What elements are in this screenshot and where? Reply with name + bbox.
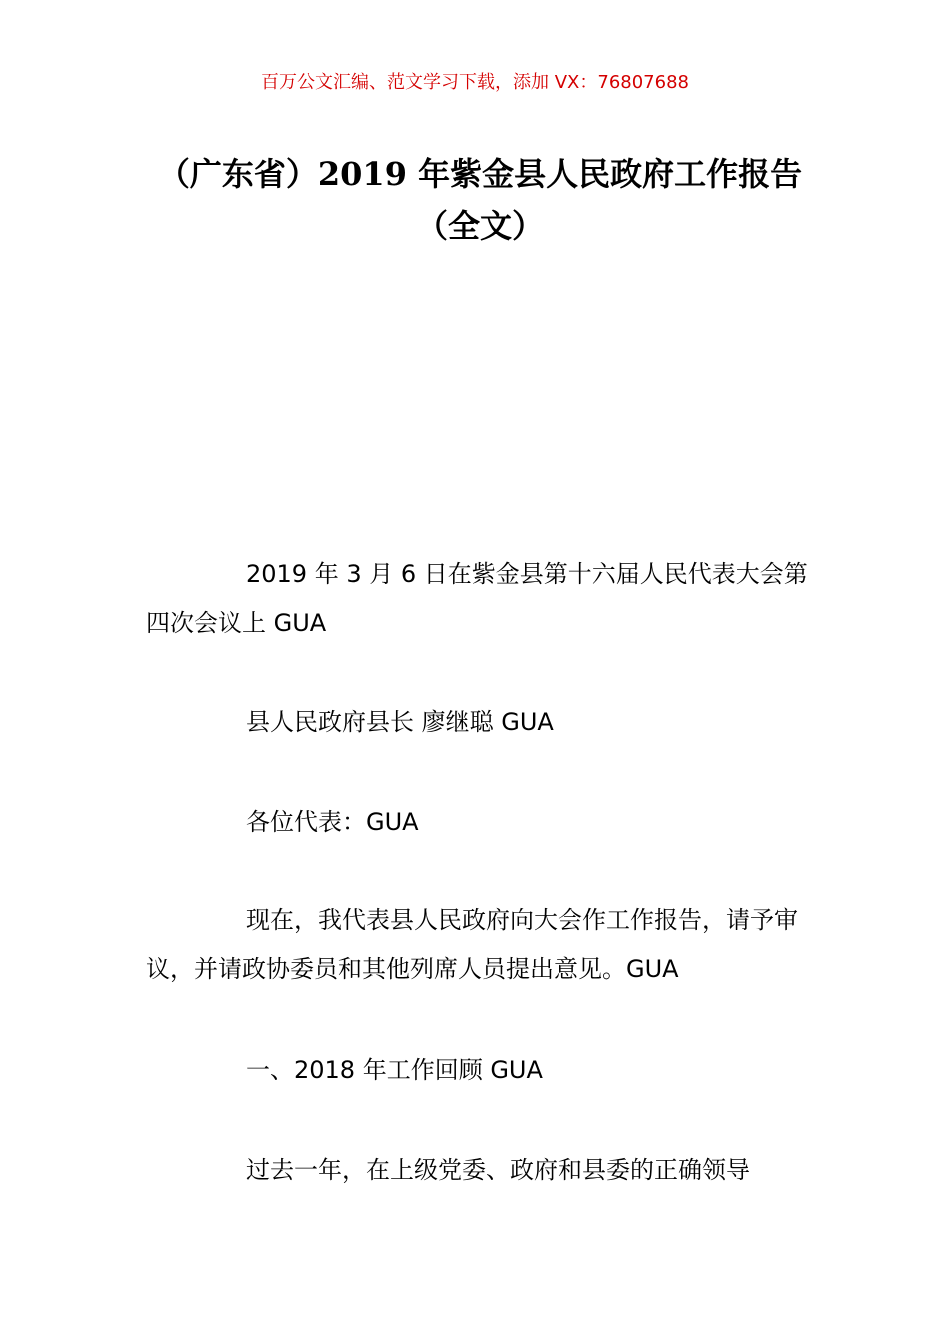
body-paragraph: 过去一年，在上级党委、政府和县委的正确领导 <box>246 1156 750 1184</box>
section-heading: 一、2018 年工作回顾 GUA <box>246 1056 543 1084</box>
meeting-info-paragraph: 2019 年 3 月 6 日在紫金县第十六届人民代表大会第四次会议上 GUA <box>146 560 808 637</box>
header-ad-note: 百万公文汇编、范文学习下载，添加 VX：76807688 <box>261 72 689 93</box>
salutation-line: 各位代表：GUA <box>246 808 419 836</box>
intro-paragraph: 现在，我代表县人民政府向大会作工作报告，请予审议，并请政协委员和其他列席人员提出意见。GUA <box>146 906 798 983</box>
document-title: （广东省）2019 年紫金县人民政府工作报告（全文） <box>157 155 803 245</box>
speaker-line: 县人民政府县长 廖继聪 GUA <box>246 708 554 736</box>
